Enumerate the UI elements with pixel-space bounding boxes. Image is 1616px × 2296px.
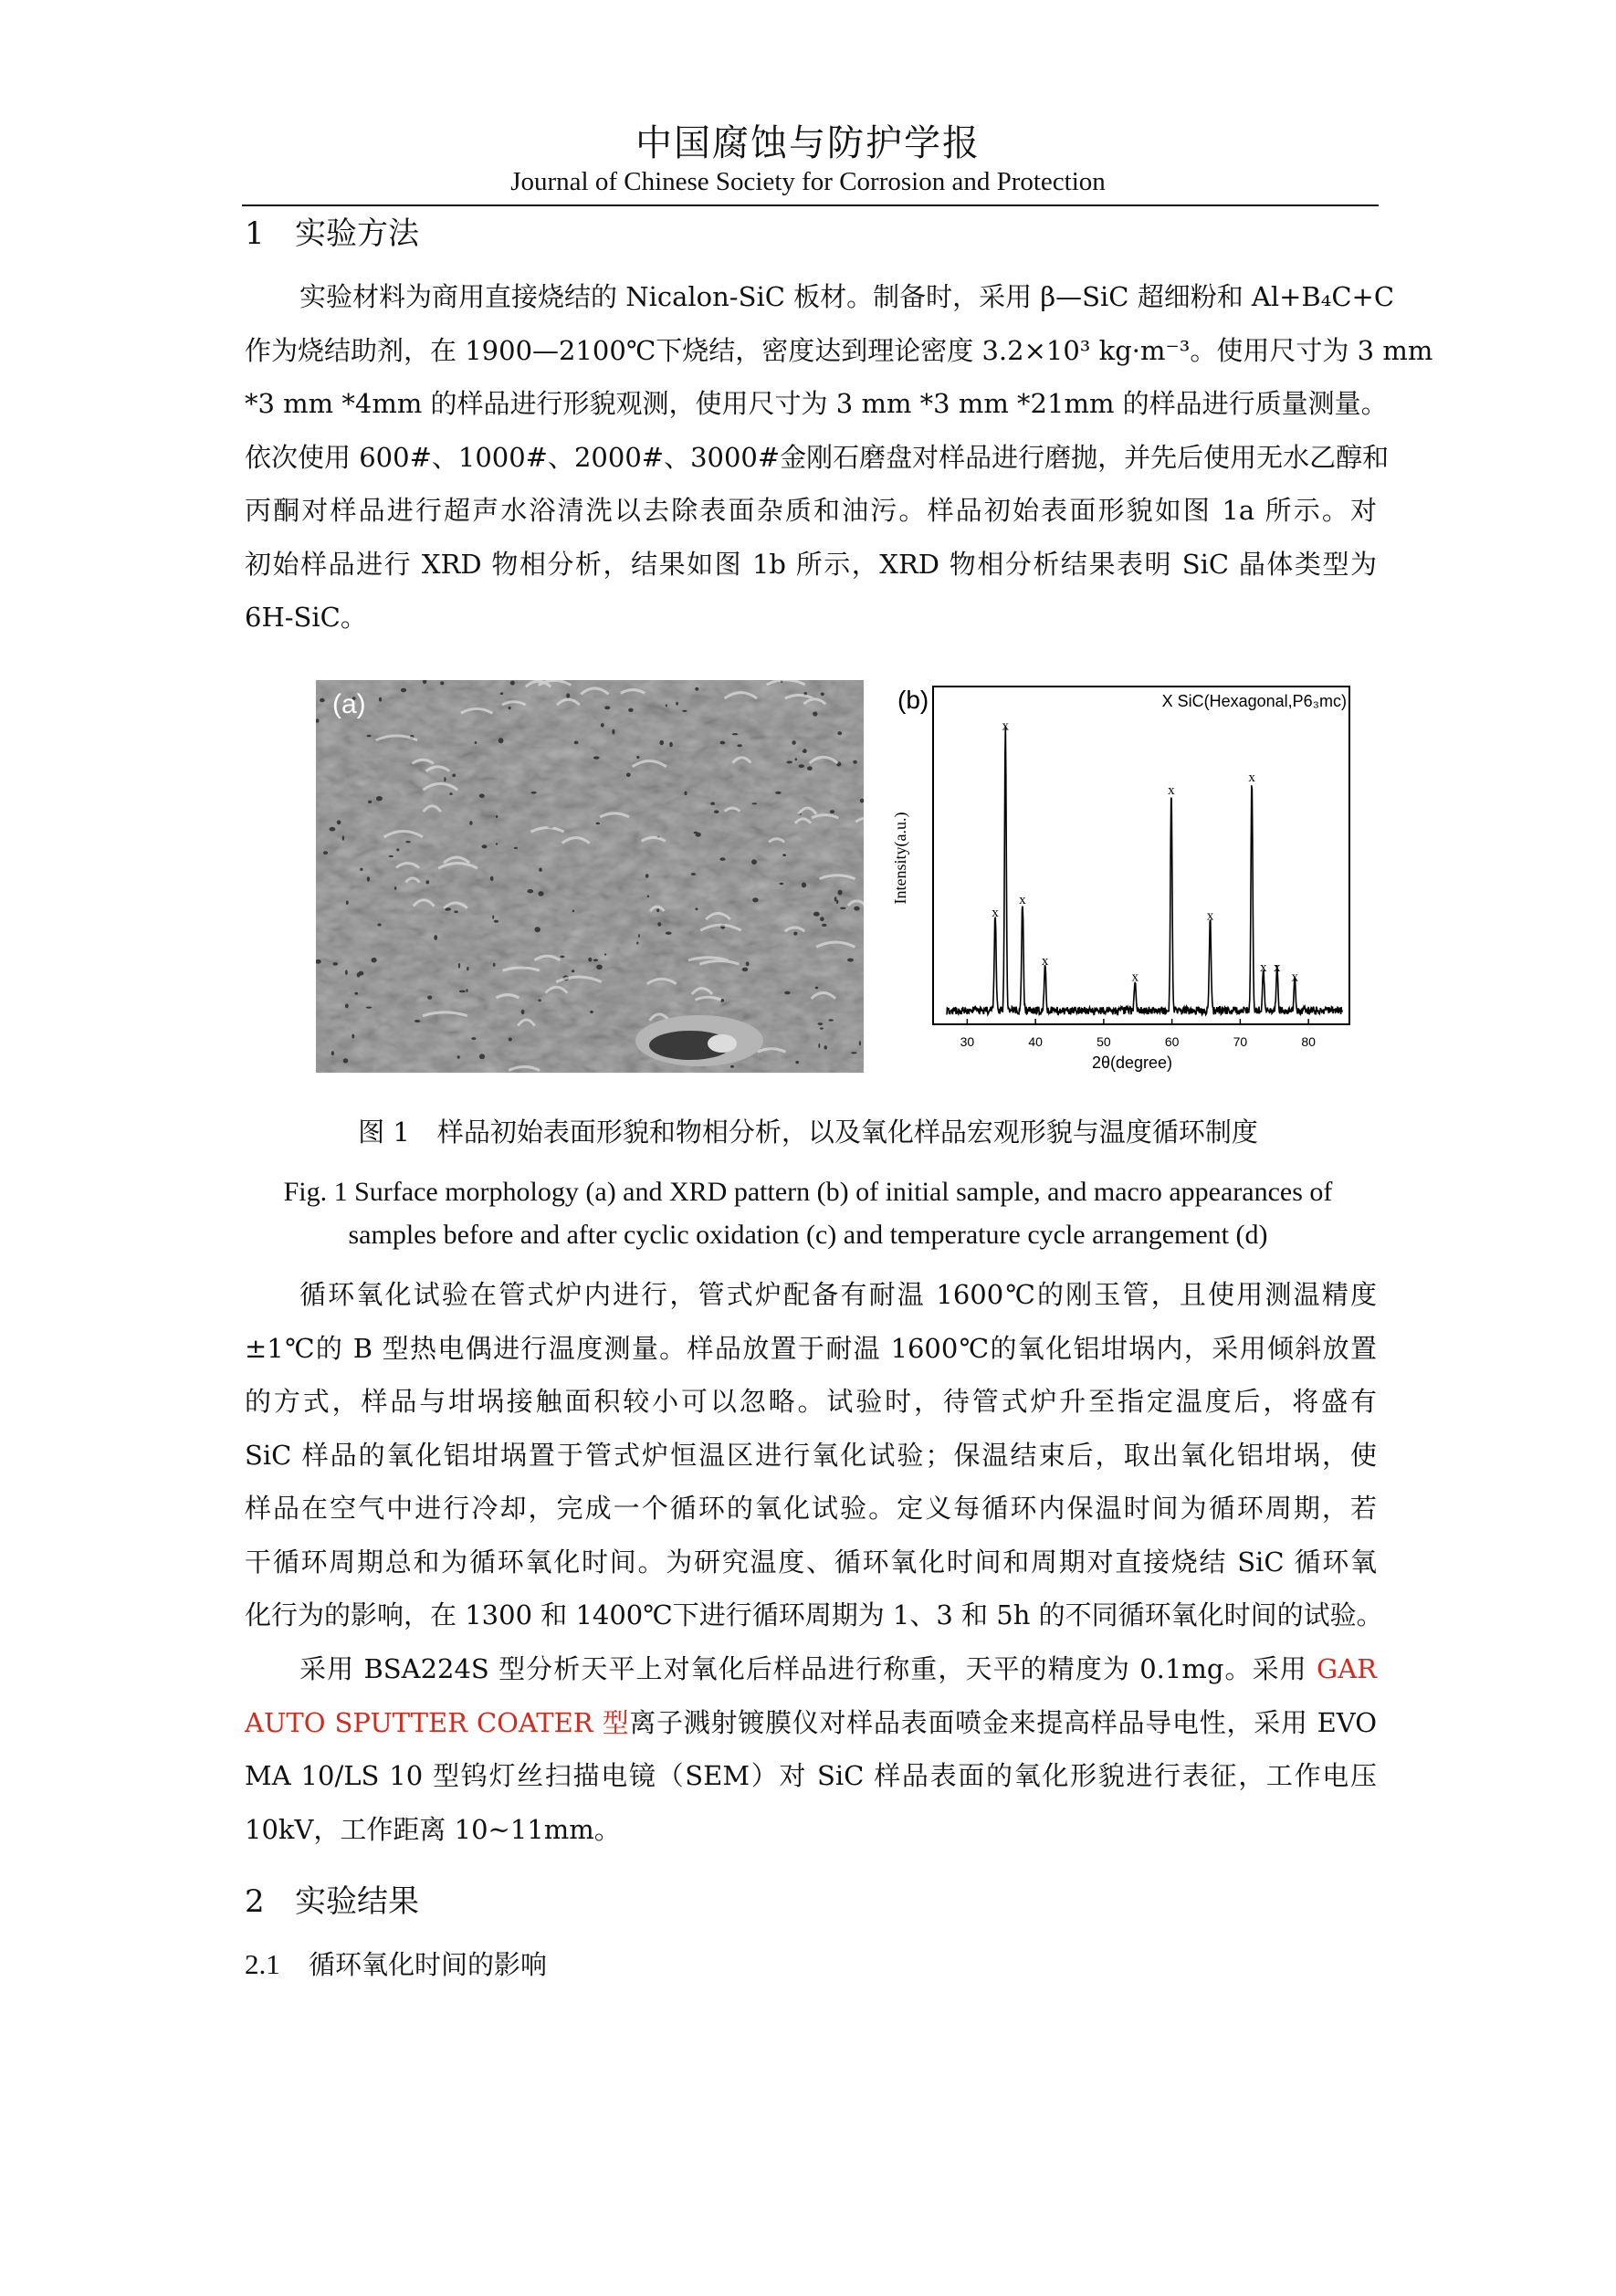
- subsection-number: 2.1: [245, 1948, 280, 1980]
- xrd-chart: [886, 676, 1360, 1077]
- sem-pore: [368, 801, 372, 803]
- sem-pore: [333, 962, 339, 966]
- paragraph-oxidation-test: [245, 1268, 1383, 1642]
- sem-pore: [574, 741, 579, 745]
- sem-pore: [323, 851, 328, 854]
- sem-pore: [818, 1043, 820, 1048]
- text-line: 初始样品进行 XRD 物相分析，结果如图 1b 所示，XRD 物相分析结果表明 SiC 晶体类型为: [245, 548, 1377, 580]
- sem-pore: [803, 749, 806, 753]
- sem-pore: [742, 968, 749, 972]
- sem-pore: [813, 711, 817, 716]
- sem-pore: [337, 820, 341, 824]
- sem-pore: [449, 792, 452, 795]
- sem-pore: [821, 693, 824, 697]
- sem-pore: [354, 992, 358, 995]
- sem-pore: [467, 967, 468, 970]
- chart-legend: X SiC(Hexagonal,P6₃mc): [1161, 692, 1347, 710]
- figure-caption-cn: [0, 1112, 1616, 1149]
- sem-pore: [828, 1019, 834, 1021]
- caption-text: 样品初始表面形貌和物相分析，以及氧化样品宏观形貌与温度循环制度: [436, 1117, 1258, 1148]
- sem-pore: [695, 687, 698, 691]
- sem-pore: [496, 843, 498, 844]
- sem-pore: [572, 910, 574, 913]
- text-line: 实验材料为商用直接烧结的 Nicalon-SiC 板材。制备时，采用 β—SiC 超细粉和 Al+B₄C+C: [299, 281, 1395, 312]
- sem-micrograph: [316, 680, 864, 1073]
- sem-pore: [346, 900, 349, 905]
- sem-pore: [588, 958, 592, 962]
- xrd-pattern-line: [947, 726, 1342, 1015]
- sem-pore: [527, 889, 533, 893]
- sem-pore: [824, 1045, 827, 1050]
- sem-pore: [659, 740, 664, 746]
- peak-marker: x: [1206, 908, 1214, 924]
- peak-marker: x: [1131, 970, 1139, 985]
- sem-pore: [676, 702, 678, 706]
- sem-pore: [401, 688, 406, 693]
- sem-pore: [521, 1010, 525, 1014]
- sem-pore: [593, 959, 598, 961]
- sem-pore: [647, 896, 649, 898]
- sem-pore: [738, 744, 742, 747]
- peak-marker: x: [992, 905, 999, 920]
- sem-pore: [379, 697, 382, 702]
- caption-line: Fig. 1 Surface morphology (a) and XRD pattern (b) of initial sample, and macro appearances of: [283, 1177, 1333, 1207]
- sem-pore: [490, 876, 494, 881]
- sem-pore: [394, 886, 397, 890]
- figure-number: 图 1: [358, 1117, 410, 1148]
- sem-pore: [612, 729, 614, 735]
- sem-pore: [732, 733, 739, 735]
- highlighted-text: AUTO SPUTTER COATER 型: [245, 1706, 630, 1738]
- x-tick-label: 40: [1028, 1034, 1043, 1049]
- sem-pore: [666, 932, 672, 935]
- sem-pore: [746, 961, 750, 966]
- sem-pore: [685, 792, 687, 795]
- sem-pore: [457, 1055, 460, 1058]
- panel-b-label: (b): [897, 686, 929, 714]
- section-number: 1: [245, 215, 265, 252]
- sem-pore: [820, 917, 824, 921]
- sem-pore: [691, 873, 696, 875]
- sem-pore: [795, 758, 797, 760]
- sem-pore: [720, 741, 726, 745]
- sem-pore: [357, 972, 361, 977]
- sem-pore: [752, 897, 759, 902]
- sem-pore: [818, 1022, 824, 1025]
- sem-pore: [730, 1065, 734, 1068]
- sem-pore: [596, 823, 600, 825]
- sem-pore: [636, 756, 639, 759]
- journal-title-cn: 中国腐蚀与防护学报: [635, 122, 981, 164]
- sem-pore: [426, 880, 430, 884]
- sem-pore: [538, 999, 540, 1001]
- sem-pore: [601, 723, 604, 727]
- sem-pore: [496, 815, 498, 818]
- sem-pore: [509, 1038, 512, 1042]
- sem-pore: [666, 704, 667, 707]
- sem-pore: [492, 916, 494, 919]
- section-2-heading: [245, 1876, 419, 1921]
- sem-pore: [628, 708, 634, 712]
- sem-pore: [414, 1020, 420, 1022]
- text-line: 干循环周期总和为循环氧化时间。为研究温度、循环氧化时间和周期对直接烧结 SiC 循环氧: [245, 1546, 1377, 1578]
- peak-marker: x: [1002, 718, 1009, 734]
- sem-pore: [345, 1004, 349, 1009]
- sem-pore: [694, 832, 698, 834]
- x-axis-label: 2θ(degree): [1091, 1054, 1173, 1072]
- sem-pore: [331, 1051, 334, 1055]
- sem-pore: [459, 991, 466, 993]
- sem-pore: [572, 970, 575, 972]
- text-line: *3 mm *4mm 的样品进行形貌观测，使用尺寸为 3 mm *3 mm *21mm 的样品进行质量测量。: [245, 388, 1388, 419]
- sem-pore: [859, 1041, 861, 1045]
- sem-pore: [514, 847, 518, 849]
- sem-pore: [799, 764, 804, 768]
- sem-pore: [815, 987, 819, 990]
- sem-pore: [802, 883, 806, 888]
- sem-pore: [853, 760, 857, 764]
- sem-pore: [710, 802, 715, 805]
- sem-pore: [775, 792, 782, 794]
- sem-pore: [626, 773, 631, 778]
- sem-pore: [352, 1034, 354, 1039]
- text-line: MA 10/LS 10 型钨灯丝扫描电镜（SEM）对 SiC 样品表面的氧化形貌进行表征，工作电压: [245, 1760, 1377, 1791]
- plot-frame: [933, 687, 1349, 1024]
- sem-pore: [330, 827, 336, 832]
- sem-pore: [834, 896, 837, 902]
- sem-pore: [786, 760, 792, 763]
- y-axis-label: Intensity(a.u.): [891, 812, 909, 905]
- text-segment: 离子溅射镀膜仪对样品表面喷金来提高样品导电性，采用 EVO: [629, 1706, 1377, 1738]
- sem-pore: [427, 996, 432, 1000]
- sem-pore: [657, 922, 661, 926]
- sem-pore: [479, 1054, 485, 1059]
- sem-pore: [719, 857, 725, 861]
- sem-pore: [792, 740, 795, 745]
- sem-pore: [560, 956, 564, 959]
- peak-marker: x: [1291, 970, 1298, 985]
- section-title: 实验结果: [295, 1883, 419, 1920]
- sem-pore: [782, 854, 786, 856]
- sem-pore: [345, 970, 348, 975]
- sem-pore: [376, 796, 383, 801]
- sem-pore: [795, 1061, 799, 1064]
- sem-pore: [475, 741, 477, 744]
- sem-pore: [452, 774, 456, 778]
- sem-pore: [695, 907, 698, 910]
- sem-pore: [479, 794, 485, 799]
- sem-pore: [471, 1037, 476, 1040]
- text-segment: 采用 BSA224S 型分析天平上对氧化后样品进行称重，天平的精度为 0.1mg。采用: [299, 1653, 1317, 1684]
- sem-pore: [378, 923, 382, 926]
- sem-pore: [539, 891, 544, 896]
- panel-a-label: (a): [332, 689, 366, 719]
- sem-pore: [389, 855, 394, 857]
- sem-pore: [360, 868, 362, 871]
- sem-pore: [482, 844, 488, 848]
- sem-pore: [342, 835, 344, 841]
- sem-pore: [669, 742, 673, 748]
- text-line: 化行为的影响，在 1300 和 1400℃下进行循环周期为 1、3 和 5h 的不同循环氧化时间的试验。: [245, 1599, 1383, 1630]
- sem-pore: [500, 692, 503, 695]
- peak-marker: x: [1041, 953, 1049, 969]
- journal-title-en: Journal of Chinese Society for Corrosion and Protection: [510, 167, 1106, 196]
- sem-pore: [405, 841, 410, 843]
- sem-pore: [454, 911, 458, 914]
- sem-pore: [320, 698, 325, 702]
- x-tick-label: 70: [1233, 1034, 1248, 1049]
- section-title: 实验方法: [295, 215, 419, 252]
- caption-line: samples before and after cyclic oxidation (c) and temperature cycle arrangement (d): [348, 1220, 1268, 1250]
- sem-pore: [367, 735, 372, 737]
- sem-pore: [854, 907, 859, 911]
- sem-pore: [593, 756, 600, 759]
- sem-pore: [458, 963, 460, 969]
- highlighted-text: GAR: [1317, 1653, 1377, 1684]
- sem-pore: [494, 920, 498, 923]
- sem-pore: [822, 924, 827, 927]
- sem-pore: [566, 693, 570, 697]
- text-line: 的方式，样品与坩埚接触面积较小可以忽略。试验时，待管式炉升至指定温度后，将盛有: [245, 1386, 1377, 1417]
- subsection-2-1-heading: [245, 1945, 547, 1982]
- figure-caption-en: [247, 1170, 1369, 1256]
- sem-pore: [434, 935, 437, 940]
- sem-pore: [813, 912, 820, 917]
- section-number: 2: [245, 1883, 265, 1920]
- sem-pore: [366, 1007, 373, 1009]
- text-line: ±1℃的 B 型热电偶进行温度测量。样品放置于耐温 1600℃的氧化铝坩埚内，采用倾斜放置: [245, 1332, 1377, 1364]
- text-line: 依次使用 600#、1000#、2000#、3000#金刚石磨盘对样品进行磨抛，并先后使用无水乙醇和: [245, 441, 1390, 473]
- sem-pore: [539, 868, 542, 872]
- sem-pore: [510, 681, 515, 686]
- sem-pore: [830, 810, 834, 813]
- peak-marker: x: [1274, 959, 1281, 975]
- sem-pore: [396, 848, 399, 851]
- sem-pore: [751, 859, 757, 865]
- sem-pore: [444, 777, 446, 781]
- sem-pore: [590, 1011, 593, 1013]
- sem-pore: [466, 989, 467, 992]
- sem-pore: [780, 883, 784, 885]
- sem-pore: [851, 1052, 857, 1054]
- sem-pore: [493, 963, 496, 967]
- text-line: 丙酮对样品进行超声水浴清洗以去除表面杂质和油污。样品初始表面形貌如图 1a 所示。对: [245, 495, 1377, 526]
- x-tick-label: 50: [1097, 1034, 1111, 1049]
- sem-pore: [343, 1058, 349, 1063]
- sem-pore: [847, 959, 854, 962]
- sem-pore: [604, 706, 610, 709]
- sem-pore: [820, 1027, 824, 1029]
- text-line: 作为烧结助剂，在 1900—2100℃下烧结，密度达到理论密度 3.2×10³ kg·m⁻³。使用尺寸为 3 mm: [245, 334, 1433, 366]
- peak-marker: x: [1019, 892, 1026, 907]
- sem-pore: [440, 681, 444, 685]
- x-tick-label: 30: [960, 1034, 975, 1049]
- text-line: 10kV，工作距离 10~11mm。: [245, 1813, 621, 1845]
- sem-pore: [682, 710, 687, 712]
- sem-pore: [372, 958, 377, 963]
- header-rule: [242, 204, 1379, 206]
- text-line: 样品在空气中进行冷却，完成一个循环的氧化试验。定义每循环内保温时间为循环周期，若: [245, 1493, 1377, 1524]
- sem-pore: [793, 932, 797, 936]
- peak-marker: x: [1260, 959, 1267, 975]
- sem-pore: [367, 876, 370, 882]
- paragraph-instruments: [245, 1642, 1377, 1856]
- sem-pore: [638, 934, 640, 938]
- text-line: [245, 1696, 1377, 1750]
- sem-pore: [509, 707, 511, 709]
- sem-pore: [714, 810, 719, 813]
- sem-pore: [596, 965, 603, 970]
- sem-pore: [838, 890, 843, 896]
- sem-pore: [807, 766, 813, 771]
- sem-pore: [840, 907, 846, 910]
- x-tick-label: 80: [1301, 1034, 1316, 1049]
- sem-pore: [535, 927, 540, 932]
- sem-pore: [784, 991, 790, 995]
- sem-pore: [498, 738, 504, 743]
- paragraph-materials: [245, 270, 1433, 645]
- peak-marker: x: [1168, 783, 1175, 799]
- sem-pore: [604, 953, 606, 955]
- sem-pore: [656, 908, 659, 912]
- sem-pore: [469, 821, 472, 825]
- sem-pore: [752, 802, 758, 804]
- x-tick-label: 60: [1164, 1034, 1180, 1049]
- section-1-heading: [245, 208, 419, 253]
- subsection-title: 循环氧化时间的影响: [309, 1949, 548, 1980]
- sem-pore: [645, 874, 649, 877]
- text-line: SiC 样品的氧化铝坩埚置于管式炉恒温区进行氧化试验；保温结束后，取出氧化铝坩埚，使: [245, 1439, 1377, 1471]
- text-line: [245, 1642, 1377, 1696]
- sem-pore: [837, 731, 842, 735]
- text-line: 6H-SiC。: [245, 602, 367, 633]
- sem-pore: [636, 942, 638, 945]
- peak-marker: x: [1248, 770, 1255, 785]
- sem-pore: [530, 792, 536, 794]
- text-line: 循环氧化试验在管式炉内进行，管式炉配备有耐温 1600℃的刚玉管，且使用测温精度: [299, 1279, 1377, 1310]
